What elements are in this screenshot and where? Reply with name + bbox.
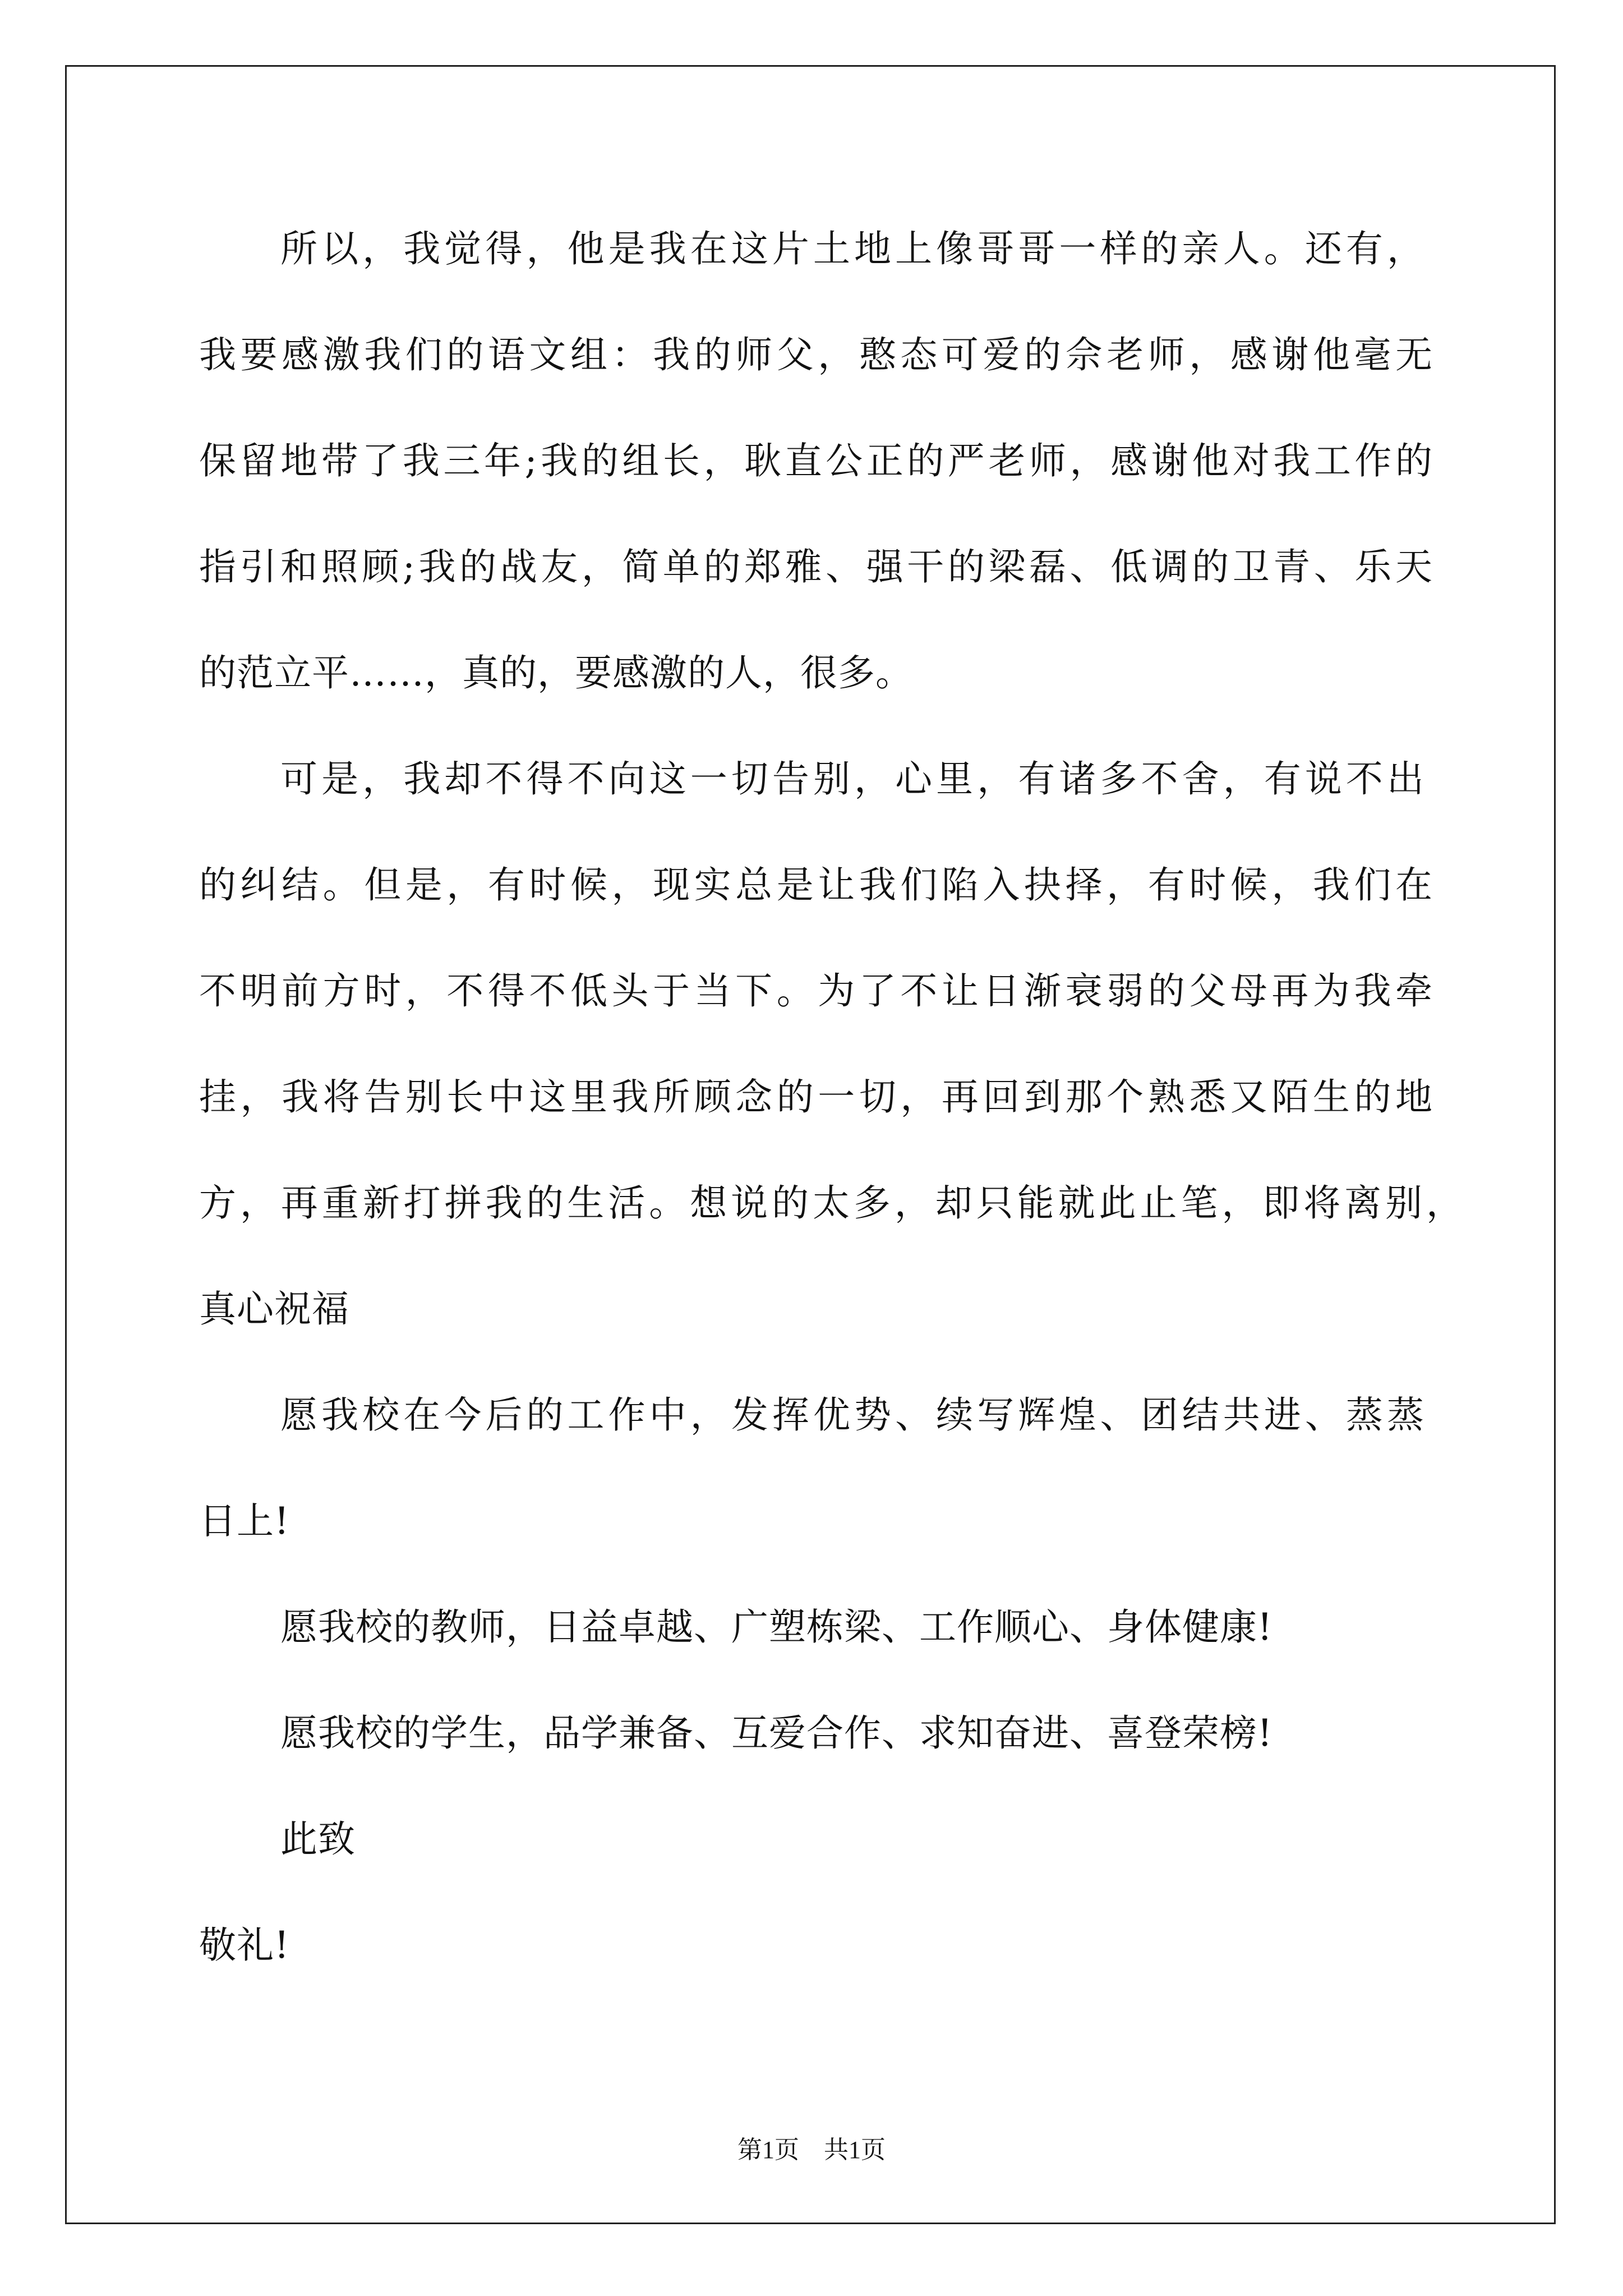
paragraph-line: 可是，我却不得不向这一切告别，心里，有诸多不舍，有说不出	[280, 757, 1424, 800]
paragraph-line: 愿我校的教师，日益卓越、广塑栋梁、工作顺心、身体健康!	[280, 1605, 1273, 1649]
paragraph-line: 愿我校在今后的工作中，发挥优势、续写辉煌、团结共进、蒸蒸	[280, 1393, 1424, 1437]
paragraph-line: 的范立平……，真的，要感激的人，很多。	[199, 651, 913, 694]
paragraph-line: 我要感激我们的语文组：我的师父，憨态可爱的佘老师，感谢他毫无	[199, 333, 1433, 376]
paragraph-line: 的纠结。但是，有时候，现实总是让我们陷入抉择，有时候，我们在	[199, 863, 1433, 907]
paragraph-line: 日上!	[199, 1499, 290, 1543]
paragraph-line: 所以，我觉得，他是我在这片土地上像哥哥一样的亲人。还有，	[280, 227, 1424, 270]
page-number-footer: 第1页 共1页	[737, 2136, 886, 2164]
salutation-line: 敬礼!	[199, 1924, 290, 1967]
paragraph-line: 愿我校的学生，品学兼备、互爱合作、求知奋进、喜登荣榜!	[280, 1711, 1273, 1755]
paragraph-line: 不明前方时，不得不低头于当下。为了不让日渐衰弱的父母再为我牵	[199, 969, 1433, 1013]
paragraph-line: 挂，我将告别长中这里我所顾念的一切，再回到那个熟悉又陌生的地	[199, 1075, 1433, 1119]
page-border	[65, 65, 1556, 2224]
paragraph-line: 真心祝福	[199, 1287, 349, 1331]
paragraph-line: 方，再重新打拼我的生活。想说的太多，却只能就此止笔，即将离别，	[199, 1181, 1464, 1225]
closing-line: 此致	[280, 1818, 356, 1861]
paragraph-line: 保留地带了我三年;我的组长，耿直公正的严老师，感谢他对我工作的	[199, 439, 1433, 482]
paragraph-line: 指引和照顾;我的战友，简单的郑雅、强干的梁磊、低调的卫青、乐天	[199, 545, 1433, 588]
